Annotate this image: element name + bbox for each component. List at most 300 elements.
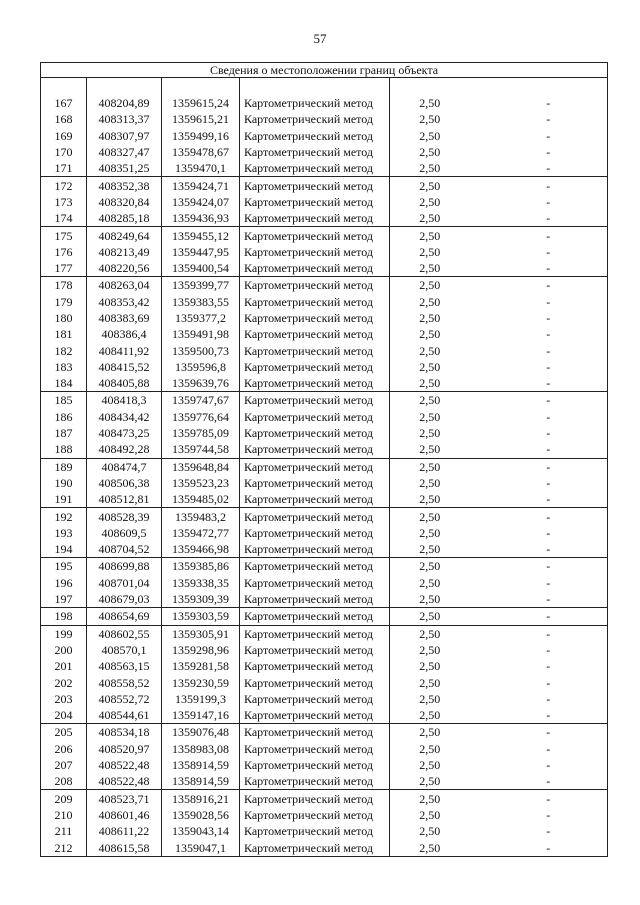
table-row	[41, 95, 608, 111]
point-number-cell: 193	[41, 525, 87, 541]
x-coordinate-cell: 408474,7	[87, 458, 162, 475]
accuracy-cell: 2,50	[390, 210, 470, 227]
y-coordinate-cell: 1359523,23	[162, 475, 240, 491]
note-cell: -	[470, 111, 608, 127]
point-number-cell: 194	[41, 541, 87, 558]
note-cell: -	[470, 724, 608, 741]
accuracy-cell: 2,50	[390, 294, 470, 310]
note-cell: -	[470, 177, 608, 194]
x-coordinate-cell: 408473,25	[87, 425, 162, 441]
y-coordinate-cell: 1359499,16	[162, 128, 240, 144]
x-coordinate-cell: 408601,46	[87, 807, 162, 823]
note-cell: -	[470, 144, 608, 160]
method-cell: Картометрический метод	[240, 823, 390, 839]
note-cell: -	[470, 95, 608, 111]
y-coordinate-cell: 1359043,14	[162, 823, 240, 839]
y-coordinate-cell: 1359785,09	[162, 425, 240, 441]
x-coordinate-cell: 408405,88	[87, 375, 162, 392]
point-number-cell: 210	[41, 807, 87, 823]
table-row	[41, 625, 608, 642]
point-number-cell: 178	[41, 277, 87, 294]
point-number-cell: 189	[41, 458, 87, 475]
accuracy-cell: 2,50	[390, 260, 470, 277]
x-coordinate-cell: 408520,97	[87, 741, 162, 757]
x-coordinate-cell: 408307,97	[87, 128, 162, 144]
x-coordinate-cell: 408353,42	[87, 294, 162, 310]
y-coordinate-cell: 1359028,56	[162, 807, 240, 823]
note-cell: -	[470, 244, 608, 260]
note-cell: -	[470, 642, 608, 658]
x-coordinate-cell: 408213,49	[87, 244, 162, 260]
table-row	[41, 608, 608, 625]
note-cell: -	[470, 757, 608, 773]
method-cell: Картометрический метод	[240, 558, 390, 575]
accuracy-cell: 2,50	[390, 475, 470, 491]
y-coordinate-cell: 1359338,35	[162, 575, 240, 591]
method-cell: Картометрический метод	[240, 177, 390, 194]
method-cell: Картометрический метод	[240, 244, 390, 260]
point-number-cell: 172	[41, 177, 87, 194]
note-cell: -	[470, 227, 608, 244]
note-cell: -	[470, 475, 608, 491]
method-cell: Картометрический метод	[240, 741, 390, 757]
note-cell: -	[470, 425, 608, 441]
note-cell: -	[470, 326, 608, 342]
accuracy-cell: 2,50	[390, 227, 470, 244]
accuracy-cell: 2,50	[390, 128, 470, 144]
y-coordinate-cell: 1359639,76	[162, 375, 240, 392]
accuracy-cell: 2,50	[390, 491, 470, 508]
y-coordinate-cell: 1359298,96	[162, 642, 240, 658]
x-coordinate-cell: 408506,38	[87, 475, 162, 491]
y-coordinate-cell: 1359305,91	[162, 625, 240, 642]
point-number-cell: 191	[41, 491, 87, 508]
note-cell: -	[470, 491, 608, 508]
y-coordinate-cell: 1359385,86	[162, 558, 240, 575]
x-coordinate-cell: 408602,55	[87, 625, 162, 642]
y-coordinate-cell: 1359478,67	[162, 144, 240, 160]
note-cell: -	[470, 741, 608, 757]
note-cell: -	[470, 260, 608, 277]
table-row	[41, 342, 608, 358]
point-number-cell: 208	[41, 773, 87, 790]
table-row	[41, 475, 608, 491]
x-coordinate-cell: 408411,92	[87, 342, 162, 358]
table-row	[41, 111, 608, 127]
x-coordinate-cell: 408327,47	[87, 144, 162, 160]
point-number-cell: 180	[41, 310, 87, 326]
note-cell: -	[470, 707, 608, 724]
table-row	[41, 359, 608, 375]
note-cell: -	[470, 508, 608, 525]
method-cell: Картометрический метод	[240, 724, 390, 741]
method-cell: Картометрический метод	[240, 294, 390, 310]
table-row	[41, 260, 608, 277]
accuracy-cell: 2,50	[390, 839, 470, 856]
point-number-cell: 201	[41, 658, 87, 674]
accuracy-cell: 2,50	[390, 608, 470, 625]
method-cell: Картометрический метод	[240, 458, 390, 475]
table-row	[41, 177, 608, 194]
table-row	[41, 541, 608, 558]
method-cell: Картометрический метод	[240, 508, 390, 525]
point-number-cell: 206	[41, 741, 87, 757]
accuracy-cell: 2,50	[390, 508, 470, 525]
y-coordinate-cell: 1359491,98	[162, 326, 240, 342]
point-number-cell: 204	[41, 707, 87, 724]
y-coordinate-cell: 1359648,84	[162, 458, 240, 475]
point-number-cell: 192	[41, 508, 87, 525]
x-coordinate-cell: 408615,58	[87, 839, 162, 856]
method-cell: Картометрический метод	[240, 790, 390, 807]
method-cell: Картометрический метод	[240, 144, 390, 160]
note-cell: -	[470, 608, 608, 625]
accuracy-cell: 2,50	[390, 658, 470, 674]
accuracy-cell: 2,50	[390, 790, 470, 807]
method-cell: Картометрический метод	[240, 491, 390, 508]
y-coordinate-cell: 1359596,8	[162, 359, 240, 375]
x-coordinate-cell: 408523,71	[87, 790, 162, 807]
point-number-cell: 185	[41, 392, 87, 409]
accuracy-cell: 2,50	[390, 541, 470, 558]
accuracy-cell: 2,50	[390, 359, 470, 375]
y-coordinate-cell: 1358914,59	[162, 773, 240, 790]
point-number-cell: 195	[41, 558, 87, 575]
point-number-cell: 199	[41, 625, 87, 642]
y-coordinate-cell: 1359400,54	[162, 260, 240, 277]
table-row	[41, 210, 608, 227]
point-number-cell: 167	[41, 95, 87, 111]
method-cell: Картометрический метод	[240, 625, 390, 642]
note-cell: -	[470, 160, 608, 177]
method-cell: Картометрический метод	[240, 342, 390, 358]
method-cell: Картометрический метод	[240, 757, 390, 773]
y-coordinate-cell: 1359076,48	[162, 724, 240, 741]
x-coordinate-cell: 408386,4	[87, 326, 162, 342]
method-cell: Картометрический метод	[240, 277, 390, 294]
x-coordinate-cell: 408522,48	[87, 773, 162, 790]
table-row	[41, 409, 608, 425]
table-row	[41, 823, 608, 839]
y-coordinate-cell: 1359485,02	[162, 491, 240, 508]
method-cell: Картометрический метод	[240, 642, 390, 658]
table-row	[41, 458, 608, 475]
method-cell: Картометрический метод	[240, 807, 390, 823]
table-row	[41, 244, 608, 260]
table-row	[41, 491, 608, 508]
note-cell: -	[470, 310, 608, 326]
accuracy-cell: 2,50	[390, 409, 470, 425]
y-coordinate-cell: 1359281,58	[162, 658, 240, 674]
x-coordinate-cell: 408313,37	[87, 111, 162, 127]
y-coordinate-cell: 1359399,77	[162, 277, 240, 294]
boundary-table	[40, 62, 608, 857]
table-row	[41, 525, 608, 541]
note-cell: -	[470, 839, 608, 856]
table-header-row	[41, 63, 608, 78]
method-cell: Картометрический метод	[240, 95, 390, 111]
note-cell: -	[470, 294, 608, 310]
note-cell: -	[470, 128, 608, 144]
x-coordinate-cell: 408704,52	[87, 541, 162, 558]
table-row	[41, 691, 608, 707]
note-cell: -	[470, 359, 608, 375]
x-coordinate-cell: 408544,61	[87, 707, 162, 724]
x-coordinate-cell: 408534,18	[87, 724, 162, 741]
method-cell: Картометрический метод	[240, 111, 390, 127]
accuracy-cell: 2,50	[390, 558, 470, 575]
x-coordinate-cell: 408570,1	[87, 642, 162, 658]
table-row	[41, 575, 608, 591]
note-cell: -	[470, 541, 608, 558]
accuracy-cell: 2,50	[390, 707, 470, 724]
note-cell: -	[470, 525, 608, 541]
method-cell: Картометрический метод	[240, 591, 390, 608]
method-cell: Картометрический метод	[240, 409, 390, 425]
note-cell: -	[470, 591, 608, 608]
y-coordinate-cell: 1359615,24	[162, 95, 240, 111]
method-cell: Картометрический метод	[240, 707, 390, 724]
note-cell: -	[470, 277, 608, 294]
accuracy-cell: 2,50	[390, 160, 470, 177]
method-cell: Картометрический метод	[240, 160, 390, 177]
accuracy-cell: 2,50	[390, 823, 470, 839]
note-cell: -	[470, 658, 608, 674]
x-coordinate-cell: 408249,64	[87, 227, 162, 244]
point-number-cell: 182	[41, 342, 87, 358]
point-number-cell: 187	[41, 425, 87, 441]
x-coordinate-cell: 408611,22	[87, 823, 162, 839]
point-number-cell: 212	[41, 839, 87, 856]
point-number-cell: 200	[41, 642, 87, 658]
point-number-cell: 183	[41, 359, 87, 375]
method-cell: Картометрический метод	[240, 691, 390, 707]
y-coordinate-cell: 1359047,1	[162, 839, 240, 856]
accuracy-cell: 2,50	[390, 144, 470, 160]
note-cell: -	[470, 210, 608, 227]
point-number-cell: 205	[41, 724, 87, 741]
x-coordinate-cell: 408492,28	[87, 441, 162, 458]
accuracy-cell: 2,50	[390, 807, 470, 823]
table-row	[41, 375, 608, 392]
method-cell: Картометрический метод	[240, 658, 390, 674]
table-row	[41, 724, 608, 741]
y-coordinate-cell: 1359377,2	[162, 310, 240, 326]
accuracy-cell: 2,50	[390, 95, 470, 111]
note-cell: -	[470, 558, 608, 575]
table-row	[41, 294, 608, 310]
table-row	[41, 227, 608, 244]
x-coordinate-cell: 408351,25	[87, 160, 162, 177]
method-cell: Картометрический метод	[240, 210, 390, 227]
table-title: Сведения о местоположении границ объекта	[41, 63, 608, 78]
point-number-cell: 186	[41, 409, 87, 425]
method-cell: Картометрический метод	[240, 310, 390, 326]
y-coordinate-cell: 1358916,21	[162, 790, 240, 807]
x-coordinate-cell: 408415,52	[87, 359, 162, 375]
x-coordinate-cell: 408418,3	[87, 392, 162, 409]
y-coordinate-cell: 1359199,3	[162, 691, 240, 707]
point-number-cell: 171	[41, 160, 87, 177]
method-cell: Картометрический метод	[240, 326, 390, 342]
note-cell: -	[470, 773, 608, 790]
x-coordinate-cell: 408654,69	[87, 608, 162, 625]
method-cell: Картометрический метод	[240, 128, 390, 144]
point-number-cell: 184	[41, 375, 87, 392]
x-coordinate-cell: 408558,52	[87, 674, 162, 690]
y-coordinate-cell: 1359303,59	[162, 608, 240, 625]
accuracy-cell: 2,50	[390, 724, 470, 741]
point-number-cell: 170	[41, 144, 87, 160]
method-cell: Картометрический метод	[240, 541, 390, 558]
accuracy-cell: 2,50	[390, 342, 470, 358]
x-coordinate-cell: 408285,18	[87, 210, 162, 227]
accuracy-cell: 2,50	[390, 757, 470, 773]
accuracy-cell: 2,50	[390, 310, 470, 326]
table-row	[41, 326, 608, 342]
accuracy-cell: 2,50	[390, 691, 470, 707]
point-number-cell: 176	[41, 244, 87, 260]
x-coordinate-cell: 408263,04	[87, 277, 162, 294]
accuracy-cell: 2,50	[390, 326, 470, 342]
point-number-cell: 177	[41, 260, 87, 277]
y-coordinate-cell: 1359383,55	[162, 294, 240, 310]
x-coordinate-cell: 408512,81	[87, 491, 162, 508]
y-coordinate-cell: 1359436,93	[162, 210, 240, 227]
accuracy-cell: 2,50	[390, 625, 470, 642]
accuracy-cell: 2,50	[390, 458, 470, 475]
point-number-cell: 197	[41, 591, 87, 608]
x-coordinate-cell: 408552,72	[87, 691, 162, 707]
method-cell: Картометрический метод	[240, 194, 390, 210]
note-cell: -	[470, 375, 608, 392]
method-cell: Картометрический метод	[240, 608, 390, 625]
note-cell: -	[470, 674, 608, 690]
x-coordinate-cell: 408352,38	[87, 177, 162, 194]
accuracy-cell: 2,50	[390, 591, 470, 608]
point-number-cell: 169	[41, 128, 87, 144]
point-number-cell: 203	[41, 691, 87, 707]
table-row	[41, 392, 608, 409]
method-cell: Картометрический метод	[240, 674, 390, 690]
point-number-cell: 168	[41, 111, 87, 127]
y-coordinate-cell: 1359470,1	[162, 160, 240, 177]
x-coordinate-cell: 408679,03	[87, 591, 162, 608]
accuracy-cell: 2,50	[390, 244, 470, 260]
y-coordinate-cell: 1359747,67	[162, 392, 240, 409]
table-row	[41, 160, 608, 177]
table-row	[41, 642, 608, 658]
x-coordinate-cell: 408204,89	[87, 95, 162, 111]
x-coordinate-cell: 408609,5	[87, 525, 162, 541]
y-coordinate-cell: 1359309,39	[162, 591, 240, 608]
y-coordinate-cell: 1359424,71	[162, 177, 240, 194]
x-coordinate-cell: 408522,48	[87, 757, 162, 773]
note-cell: -	[470, 342, 608, 358]
x-coordinate-cell: 408220,56	[87, 260, 162, 277]
method-cell: Картометрический метод	[240, 375, 390, 392]
accuracy-cell: 2,50	[390, 674, 470, 690]
note-cell: -	[470, 409, 608, 425]
table-row	[41, 658, 608, 674]
y-coordinate-cell: 1359455,12	[162, 227, 240, 244]
method-cell: Картометрический метод	[240, 227, 390, 244]
method-cell: Картометрический метод	[240, 441, 390, 458]
y-coordinate-cell: 1359447,95	[162, 244, 240, 260]
point-number-cell: 174	[41, 210, 87, 227]
table-row	[41, 558, 608, 575]
table-row	[41, 194, 608, 210]
point-number-cell: 179	[41, 294, 87, 310]
note-cell: -	[470, 194, 608, 210]
y-coordinate-cell: 1359615,21	[162, 111, 240, 127]
method-cell: Картометрический метод	[240, 359, 390, 375]
note-cell: -	[470, 458, 608, 475]
accuracy-cell: 2,50	[390, 741, 470, 757]
y-coordinate-cell: 1359472,77	[162, 525, 240, 541]
accuracy-cell: 2,50	[390, 525, 470, 541]
table-row	[41, 674, 608, 690]
accuracy-cell: 2,50	[390, 277, 470, 294]
x-coordinate-cell: 408434,42	[87, 409, 162, 425]
y-coordinate-cell: 1358914,59	[162, 757, 240, 773]
table-row	[41, 757, 608, 773]
x-coordinate-cell: 408320,84	[87, 194, 162, 210]
note-cell: -	[470, 790, 608, 807]
accuracy-cell: 2,50	[390, 575, 470, 591]
y-coordinate-cell: 1359147,16	[162, 707, 240, 724]
y-coordinate-cell: 1359230,59	[162, 674, 240, 690]
x-coordinate-cell: 408701,04	[87, 575, 162, 591]
method-cell: Картометрический метод	[240, 475, 390, 491]
note-cell: -	[470, 392, 608, 409]
accuracy-cell: 2,50	[390, 194, 470, 210]
method-cell: Картометрический метод	[240, 525, 390, 541]
point-number-cell: 188	[41, 441, 87, 458]
table-row	[41, 277, 608, 294]
accuracy-cell: 2,50	[390, 642, 470, 658]
y-coordinate-cell: 1359744,58	[162, 441, 240, 458]
accuracy-cell: 2,50	[390, 392, 470, 409]
note-cell: -	[470, 625, 608, 642]
method-cell: Картометрический метод	[240, 773, 390, 790]
page-number: 57	[313, 31, 327, 46]
note-cell: -	[470, 575, 608, 591]
point-number-cell: 209	[41, 790, 87, 807]
point-number-cell: 175	[41, 227, 87, 244]
note-cell: -	[470, 807, 608, 823]
table-row	[41, 508, 608, 525]
y-coordinate-cell: 1358983,08	[162, 741, 240, 757]
method-cell: Картометрический метод	[240, 425, 390, 441]
point-number-cell: 173	[41, 194, 87, 210]
note-cell: -	[470, 823, 608, 839]
point-number-cell: 202	[41, 674, 87, 690]
table-row	[41, 807, 608, 823]
note-cell: -	[470, 691, 608, 707]
accuracy-cell: 2,50	[390, 375, 470, 392]
y-coordinate-cell: 1359466,98	[162, 541, 240, 558]
y-coordinate-cell: 1359424,07	[162, 194, 240, 210]
table-row	[41, 839, 608, 856]
x-coordinate-cell: 408699,88	[87, 558, 162, 575]
note-cell: -	[470, 441, 608, 458]
table-row	[41, 773, 608, 790]
table-row	[41, 591, 608, 608]
point-number-cell: 198	[41, 608, 87, 625]
x-coordinate-cell: 408383,69	[87, 310, 162, 326]
table-spacer-row	[41, 78, 608, 96]
